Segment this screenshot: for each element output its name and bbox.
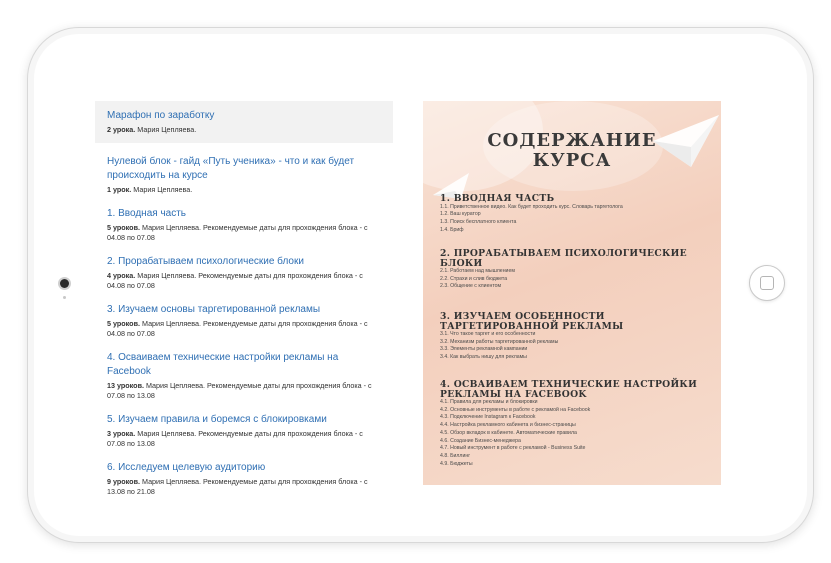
list-item[interactable] xyxy=(95,461,393,497)
course-title[interactable]: Нулевой блок - гайд «Путь ученика» - что и как будет происходить на курсе xyxy=(107,156,355,181)
course-meta xyxy=(107,381,381,401)
home-square-icon xyxy=(760,276,774,290)
section-item: 4.1. Правила для рекламы и блокировки xyxy=(440,399,538,405)
section-heading: 3. ИЗУЧАЕМ ОСОБЕННОСТИ ТАРГЕТИРОВАННОЙ РЕКЛАМЫ xyxy=(440,311,624,332)
section-item: 3.4. Как выбрать нишу для рекламы xyxy=(440,354,527,361)
section-item: 1.4. Бриф xyxy=(440,226,464,233)
list-item[interactable] xyxy=(95,351,393,401)
course-title[interactable]: 5. Изучаем правила и боремся с блокировками xyxy=(107,414,327,425)
course-list xyxy=(95,101,393,497)
course-details: Мария Цепляева. Рекомендуемые даты для прохождения блока - с 13.08 по 21.08 xyxy=(107,477,368,496)
section-item: 2.2. Страхи и слив бюджета xyxy=(440,275,508,282)
poster-section xyxy=(440,380,710,468)
section-item: 4.6. Создание Бизнес-менеджера xyxy=(440,437,521,444)
section-item: 3.3. Элементы рекламной кампании xyxy=(440,346,528,353)
section-item: 4.8. Биллинг xyxy=(440,452,471,459)
list-item[interactable] xyxy=(95,155,393,195)
section-item: 1.1. Приветственное видео. Как будет проходить курс. Словарь таргетолога xyxy=(440,203,623,210)
section-item: 3.1. Что такое таргет и его особенности xyxy=(440,331,536,337)
course-title[interactable]: 4. Осваиваем технические настройки рекламы на Facebook xyxy=(107,352,339,377)
lesson-count: 3 урока. xyxy=(107,429,136,438)
section-item: 1.3. Поиск бесплатного клиента xyxy=(440,218,517,225)
section-item: 4.9. Бюджеты xyxy=(440,460,473,467)
course-meta xyxy=(107,271,381,291)
sensor-dot xyxy=(63,296,66,299)
lesson-count: 2 урока. xyxy=(107,125,136,134)
section-item: 4.4. Настройка рекламного кабинета и бизнес-страницы xyxy=(440,422,576,429)
lesson-count: 13 уроков. xyxy=(107,381,144,390)
poster-title xyxy=(423,131,721,171)
section-heading: 2. ПРОРАБАТЫВАЕМ ПСИХОЛОГИЧЕСКИЕ БЛОКИ xyxy=(440,248,687,269)
course-meta xyxy=(107,319,381,339)
course-details: Мария Цепляева. Рекомендуемые даты для прохождения блока - с 07.08 по 13.08 xyxy=(107,381,372,400)
course-meta xyxy=(107,477,381,497)
poster-title-line: КУРСА xyxy=(532,150,612,171)
lesson-count: 5 уроков. xyxy=(107,319,140,328)
section-item: 4.5. Обзор вкладок в кабинете. Автоматические правила xyxy=(440,429,577,436)
home-button[interactable] xyxy=(749,265,785,301)
list-item[interactable] xyxy=(95,207,393,243)
section-item: 3.2. Механизм работы таргетированной рекламы xyxy=(440,338,559,345)
lesson-count: 4 урока. xyxy=(107,271,136,280)
course-details: Мария Цепляева. Рекомендуемые даты для прохождения блока - с 04.08 по 07.08 xyxy=(107,271,363,290)
poster-section xyxy=(440,312,710,362)
list-item[interactable] xyxy=(95,303,393,339)
list-item[interactable] xyxy=(95,101,393,143)
course-contents-poster xyxy=(423,101,721,485)
screen xyxy=(95,43,738,531)
course-title[interactable]: 3. Изучаем основы таргетированной рекламы xyxy=(107,304,321,315)
course-meta xyxy=(107,125,381,135)
poster-section xyxy=(440,194,710,234)
course-meta xyxy=(107,429,381,449)
lesson-count: 9 уроков. xyxy=(107,477,140,486)
section-item: 4.2. Основные инструменты в работе с рекламой на Facebook xyxy=(440,406,591,413)
course-details: Мария Цепляева. Рекомендуемые даты для прохождения блока - с 04.08 по 07.08 xyxy=(107,319,368,338)
section-heading: 4. ОСВАИВАЕМ ТЕХНИЧЕСКИЕ НАСТРОЙКИ РЕКЛАМЫ НА FACEBOOK xyxy=(440,379,698,400)
section-item: 4.7. Новый инструмент в работе с рекламой - Business Suite xyxy=(440,445,586,452)
course-title[interactable]: Марафон по заработку xyxy=(107,110,215,121)
list-item[interactable] xyxy=(95,413,393,449)
section-item: 1.2. Ваш куратор xyxy=(440,211,481,218)
poster-title-line: СОДЕРЖАНИЕ xyxy=(487,130,657,151)
course-meta xyxy=(107,185,381,195)
course-details: Мария Цепляева. Рекомендуемые даты для прохождения блока - с 07.08 по 13.08 xyxy=(107,429,363,448)
course-title[interactable]: 6. Исследуем целевую аудиторию xyxy=(107,462,266,473)
section-item: 2.1. Работаем над мышлением xyxy=(440,268,515,274)
course-title[interactable]: 2. Прорабатываем психологические блоки xyxy=(107,256,304,267)
list-item[interactable] xyxy=(95,255,393,291)
lesson-count: 5 уроков. xyxy=(107,223,140,232)
course-meta xyxy=(107,223,381,243)
course-title[interactable]: 1. Вводная часть xyxy=(107,208,187,219)
section-item: 4.3. Подключение Instagram к Facebook xyxy=(440,414,536,421)
course-details: Мария Цепляева. Рекомендуемые даты для прохождения блока - с 04.08 по 07.08 xyxy=(107,223,368,242)
poster-section xyxy=(440,249,710,291)
course-details: Мария Цепляева. xyxy=(135,125,197,134)
lesson-count: 1 урок. xyxy=(107,185,132,194)
section-item: 2.3. Общение с клиентом xyxy=(440,283,502,290)
course-details: Мария Цепляева. xyxy=(131,185,193,194)
section-heading: 1. ВВОДНАЯ ЧАСТЬ xyxy=(440,193,555,204)
camera-icon xyxy=(60,279,69,288)
